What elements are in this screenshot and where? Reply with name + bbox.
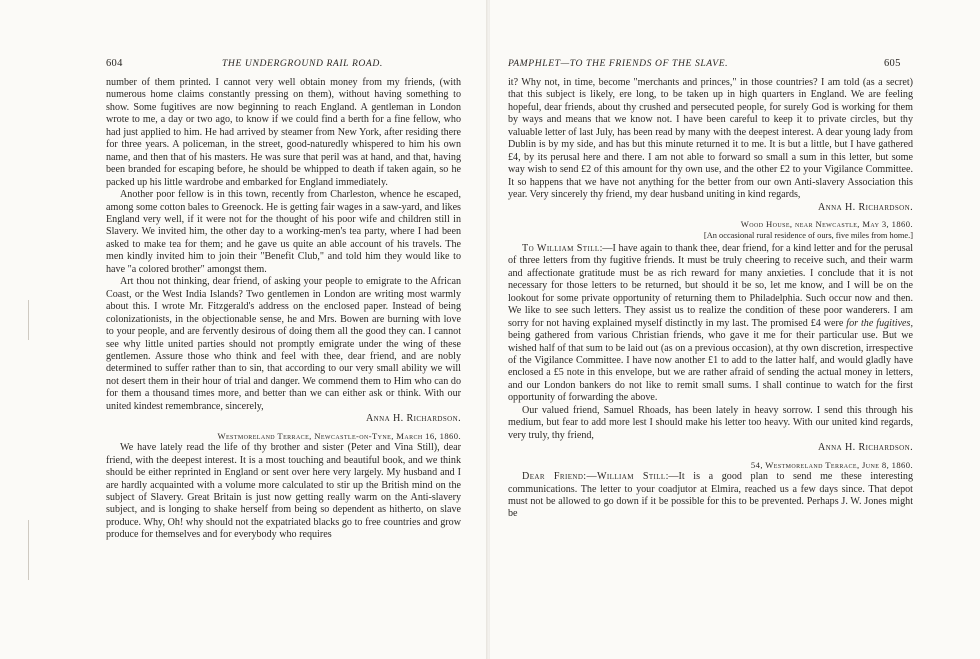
salutation: To William Still — [522, 242, 600, 254]
dateline: 54, Westmoreland Terrace, June 8, 1860. — [750, 459, 913, 470]
running-head: PAMPHLET—TO THE FRIENDS OF THE SLAVE. — [508, 58, 729, 69]
right-page — [490, 0, 980, 659]
margin-scan-mark — [28, 520, 29, 580]
salutation: Dear Friend:—William Still — [522, 471, 666, 483]
paragraph: Art thou not thinking, dear friend, of asking your people to emigrate to the African Coast, or the West India Islands? Two gentlemen in London are writing most warmly about this. I wrote Mr. Fitzgerald's address on the enclosed paper. Instead of being colonizationists, in the objectionable sense, he and Mrs. Bowen are burning with love to your people, and are fervently desirous of doing them all the good they can. I cannot see why little united parties should not promptly emigrate under the wing of these gentlemen. Assure those who think and feel with thee, dear friend, and are nobly determined to suffer rather than to sin, that according to our very small ability we will not desert them in their hour of trial and danger. We commend them to Him who can do for them a thousand times more, and better than we can either ask or think. With our united kindest remembrance, sincerely, — [106, 276, 461, 412]
paragraph-text: being gathered from various Christian friends, who gave it me for their particular use. But we wished half of that sum to be laid out (as on a previous occasion), at thy own discretion, irrespective of the Vigilance Committee. I have now another £1 to add to the latter half, and would gladly have enclosed a £5 note in this envelope, but we are rather afraid of sending the actual money in letters, and our London bankers do not like to remit small sums. I shall continue to watch for the first opportunity of forwarding the above. — [508, 330, 913, 404]
signature: Anna H. Richardson. — [365, 413, 461, 425]
paragraph: We have lately read the life of thy brother and sister (Peter and Vina Still), dear friend, with the deepest interest. It is a most touching and beautiful book, and we think should be either reprinted in England or sent over here very largely. My husband and I are hardly acquainted with a volume more calculated to stir up the British mind on the subject of Slavery. Great Britain is just now getting really warm on the Anti-slavery subject, and is longing to shake herself from being so dependent as hitherto, on slave produce. Why, Oh! why should not the expatriated blacks go to free countries and grow produce for themselves and for everybody who requires — [106, 442, 461, 541]
italic-phrase: for the fugitives, — [846, 317, 913, 329]
paragraph — [508, 243, 913, 405]
signature: Anna H. Richardson. — [817, 201, 913, 213]
footnote: [An occasional rural residence of ours, five miles from home.] — [703, 231, 913, 241]
paragraph-text: :—It is a good plan to send me these interesting communications. The letter to your coadjutor at Elmira, reached us a few days since. That depot must not be allowed to go down if it be possible for this to be prevented. Perhaps J. W. Jones might be — [508, 471, 913, 520]
running-head: THE UNDERGROUND RAIL ROAD. — [222, 58, 383, 69]
paragraph-text: :—I have again to thank thee, dear friend, for a kind letter and for the perusal of three letters from thy fugitive friends. It must be truly cheering to receive such, and their warm and affectionate gratitude must be as rich reward for many anxieties. I conclude that it is not necessary for those letters to be returned, but should it be so, let me know, and I will be on the lookout for some private opportunity of returning them to Philadelphia. Such occur now and then. We like to see such letters. They assist us to realize the condition of these poor wanderers. I am sorry for not having explained myself distinctly in my last. The promised £4 were — [508, 242, 913, 329]
paragraph: number of them printed. I cannot very well obtain money from my friends, (with numerous home claims constantly pressing on them), without having something to show. Some fugitives are now beginning to reach England. A gentleman in London wrote to me, a day or two ago, to know if we could find a berth for a fine fellow, who had just applied to him. He had arrived by steamer from New York, after residing there for three years. A policeman, in the street, good-naturedly whispered to him his own name, and then that of his masters. He was sure that peril was at hand, and that, having been branded for escaping before, he should be whipped to death if taken again, so he packed up his little wardrobe and embarked for England immediately. — [106, 77, 461, 188]
paragraph — [508, 471, 913, 521]
left-page — [0, 0, 488, 659]
left-page-body — [106, 77, 461, 542]
signature: Anna H. Richardson. — [817, 442, 913, 454]
paragraph: Another poor fellow is in this town, recently from Charleston, whence he escaped, among some cotton bales to Greenock. He is getting fair wages in a saw-yard, and likes England very well, if it were not for the thought of his poor wife and children still in Slavery. We invited him, the other day to a working-men's tea party, where I had been asked to make tea for them; and he gave us quite an able account of his travels. The men kindly invited him to join their "Benefit Club," and told him they would like to have "a colored brother" amongst them. — [106, 189, 461, 275]
margin-scan-mark — [28, 300, 29, 340]
page-number: 604 — [106, 58, 123, 69]
page-number: 605 — [884, 58, 901, 69]
right-page-body — [508, 77, 913, 521]
paragraph: Our valued friend, Samuel Rhoads, has been lately in heavy sorrow. I send this through his medium, but fear to add more lest I should make his letter too heavy. With our united kind regards, very truly, thy friend, — [508, 404, 913, 441]
dateline: Wood House, near Newcastle, May 3, 1860. — [740, 218, 913, 229]
paragraph: it? Why not, in time, become "merchants and princes," in those countries? I am told (as a secret) that this subject is likely, ere long, to be taken up in high quarters in England. We are feeling hopeful, dear friends, about thy crushed and persecuted people, for surely God is working for them by ways and means that we know not. I have been careful to keep it to private circles, but thy valuable letter of last July, has been read by many with the deepest interest. A dear young lady from Dublin is by my side, and has but this minute returned it to me. It is but a little, but I have gathered £4, by its perusal here and there. I am not able to forward so small a sum in this letter, but some way wish to send £2 of this amount for thy own use, and the other £2 to your Vigilance Committee. It so happens that we have not anything for the better from our own Anti-slavery Association this year. Very sincerely thy friend, my dear husband uniting in kind regards, — [508, 77, 913, 201]
dateline: Westmoreland Terrace, Newcastle-on-Tyne, March 16, 1860. — [217, 430, 461, 441]
